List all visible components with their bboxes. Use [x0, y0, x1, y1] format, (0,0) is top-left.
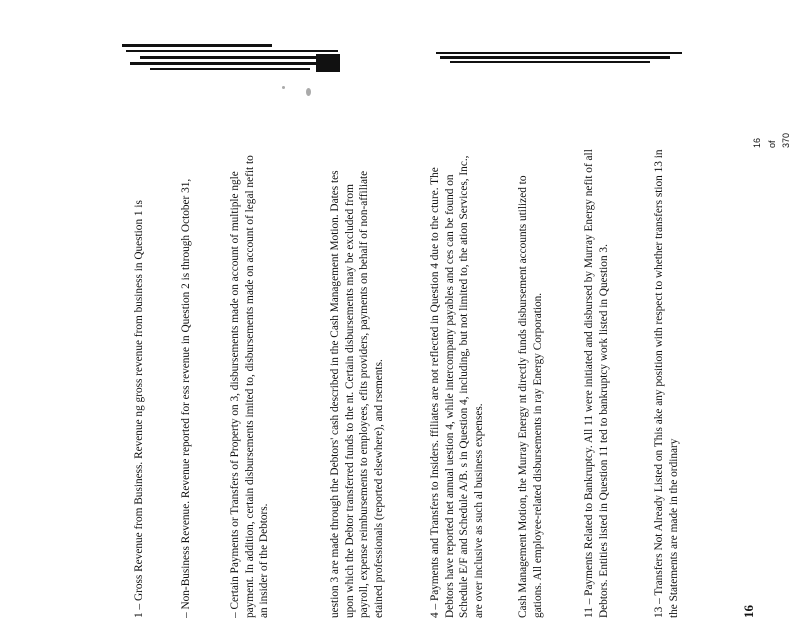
- redaction-mark-left-5: [150, 68, 310, 70]
- text-transfers: ake any position with respect to whether transfers stion 13 in the Statements are made in the ordinary: [653, 149, 680, 618]
- text-question-3: uestion 3 are made through the Debtors' cash described in the Cash Management Motion. Dates tes upon which the Debtor transferred funds to the nt. Certain disbursements may be excluded from payroll, expense reimbursements to employees, efits providers, payments on behalf of non-affiliate etained professionals (reported elsewhere), and rsements.: [329, 170, 385, 618]
- heading-bankruptcy: 11 – Payments Related to Bankruptcy.: [583, 445, 595, 618]
- text-bankruptcy: All 11 were initiated and disbursed by Murray Energy nefit of all Debtors. Entities listed in Question 11 ted to bankruptcy work listed in Question 3.: [583, 149, 610, 618]
- redaction-mark-left-3: [140, 56, 340, 59]
- redaction-mark-left-6: [316, 54, 340, 72]
- text-certain-payments: on 3, disbursements made on account of multiple ngle payment. In addition, certain disbursements imited to, disbursements made on account of legal nefit to an insider of the Debtors.: [229, 155, 271, 618]
- rotated-document-text: [132, 132, 792, 618]
- text-non-business-revenue: Revenue reported for ess revenue in Question 2 is through October 31,: [180, 178, 192, 501]
- text-cash-management: Cash Management Motion, the Murray Energy nt directly funds disbursement accounts utilized to gations. All employee-related disbursements in ray Energy Corporation.: [517, 175, 544, 618]
- redaction-mark-right-2: [440, 56, 670, 59]
- paragraph-insiders: [428, 148, 486, 618]
- heading-transfers: 13 – Transfers Not Already Listed on This: [653, 427, 665, 618]
- page-number: 16: [741, 605, 756, 618]
- paragraph-non-business-revenue: [179, 148, 194, 618]
- paragraph-certain-payments: [228, 148, 272, 618]
- text-insiders: ffiliates are not reflected in Question 4 due to the cture. The Debtors have reported net annual uestion 4, while intercompany payables and ces can be found on Schedule E/F and Schedule A/B. s in Question 4, including, but not limited to, the ation Services, Inc., are over inclusive as such al business expenses.: [429, 155, 485, 618]
- redaction-mark-left: [122, 44, 272, 47]
- scan-speck: [306, 88, 311, 96]
- redaction-mark-left-2: [126, 50, 338, 52]
- text-gross-revenue: Revenue ng gross revenue from business in Question 1 is: [133, 200, 145, 462]
- heading-certain-payments: – Certain Payments or Transfers of Property: [229, 418, 241, 618]
- redaction-mark-right-3: [450, 61, 650, 63]
- heading-non-business-revenue: – Non-Business Revenue.: [180, 500, 192, 618]
- redaction-mark-left-4: [130, 62, 335, 65]
- paragraph-question-3: [328, 148, 386, 618]
- paragraph-transfers: [652, 148, 681, 618]
- paragraph-bankruptcy: [582, 148, 611, 618]
- scan-speck-2: [282, 86, 285, 89]
- redaction-mark-right: [436, 52, 682, 54]
- paragraph-gross-revenue: [132, 148, 147, 618]
- heading-gross-revenue: 1 – Gross Revenue from Business.: [133, 461, 145, 618]
- heading-insiders: 4 – Payments and Transfers to Insiders.: [429, 440, 441, 618]
- paragraph-cash-management: [516, 148, 545, 618]
- page-count: 16 of 370: [752, 132, 792, 148]
